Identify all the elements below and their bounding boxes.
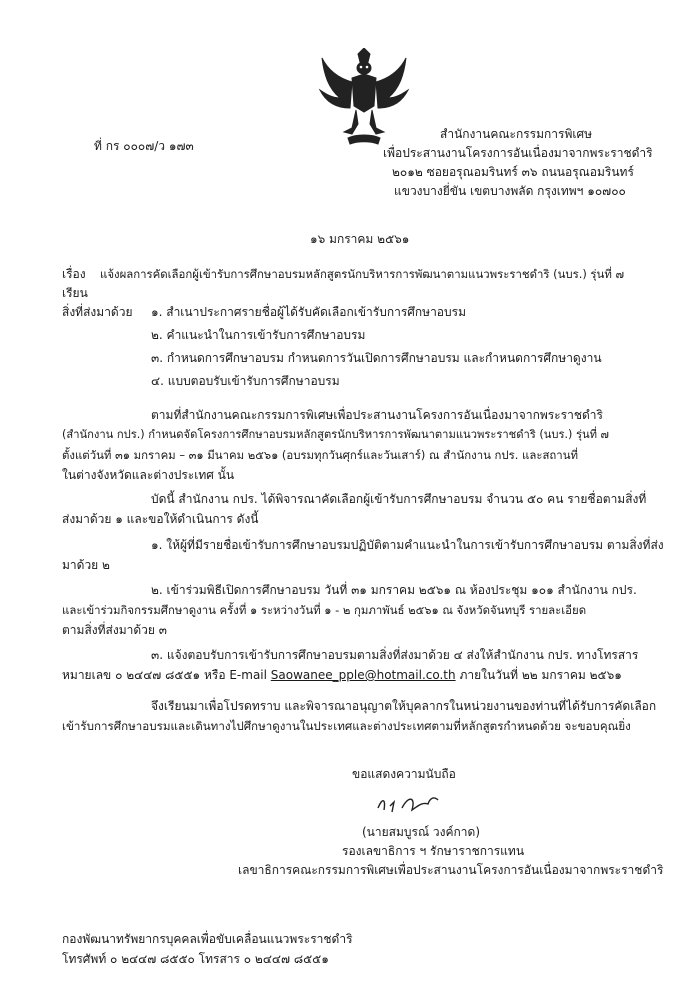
paragraph-line: ตามสิ่งที่ส่งมาด้วย ๓ bbox=[62, 623, 167, 637]
paragraph-line: ๓. แจ้งตอบรับการเข้ารับการศึกษาอบรมตามสิ่งที่ส่งมาด้วย ๔ ส่งให้สำนักงาน กปร. ทางโทรสาร bbox=[151, 648, 639, 662]
paragraph-line: (สำนักงาน กปร.) กำหนดจัดโครงการศึกษาอบรมหลักสูตรนักบริหารการพัฒนาตามแนวพระราชดำริ (นบร.) รุ่นที่ ๗ bbox=[62, 428, 609, 441]
paragraph-line: ตามที่สำนักงานคณะกรรมการพิเศษเพื่อประสานงานโครงการอันเนื่องมาจากพระราชดำริ bbox=[151, 408, 603, 422]
subject-text: แจ้งผลการคัดเลือกผู้เข้ารับการศึกษาอบรมหลักสูตรนักบริหารการพัฒนาตามแนวพระราชดำริ (นบร.) รุ่นที่ ๗ bbox=[100, 267, 625, 281]
email-link[interactable]: Saowanee_pple@hotmail.co.th bbox=[270, 668, 456, 682]
enclosure-item: ๔. แบบตอบรับเข้ารับการศึกษาอบรม bbox=[151, 374, 340, 388]
item3-prefix: หมายเลข ๐ ๒๔๔๗ ๘๕๕๑ หรือ E-mail bbox=[62, 668, 271, 682]
sender-line: สำนักงานคณะกรรมการพิเศษ bbox=[440, 127, 592, 141]
paragraph-line: ๒. เข้าร่วมพิธีเปิดการศึกษาอบรม วันที่ ๓๑ มกราคม ๒๕๖๑ ณ ห้องประชุม ๑๐๑ สำนักงาน กปร. bbox=[151, 583, 637, 597]
salutation: เรียน bbox=[62, 286, 88, 300]
signatory-title: รองเลขาธิการ ฯ รักษาราชการแทน bbox=[342, 844, 525, 858]
letter-date: ๑๖ มกราคม ๒๕๖๑ bbox=[310, 232, 410, 246]
sender-line: เพื่อประสานงานโครงการอันเนื่องมาจากพระราชดำริ bbox=[383, 146, 653, 160]
signatory-title: เลขาธิการคณะกรรมการพิเศษเพื่อประสานงานโครงการอันเนื่องมาจากพระราชดำริ bbox=[238, 863, 664, 877]
footer-department: กองพัฒนาทรัพยากรบุคคลเพื่อขับเคลื่อนแนวพระราชดำริ bbox=[62, 932, 353, 946]
paragraph-line bbox=[62, 667, 622, 683]
enclosure-item: ๒. คำแนะนำในการเข้ารับการศึกษาอบรม bbox=[151, 328, 366, 342]
garuda-emblem-icon bbox=[318, 48, 410, 152]
paragraph-line: จึงเรียนมาเพื่อโปรดทราบ และพิจารณาอนุญาตให้บุคลากรในหน่วยงานของท่านที่ได้รับการคัดเลือก bbox=[151, 699, 657, 713]
paragraph-line: ในต่างจังหวัดและต่างประเทศ นั้น bbox=[62, 468, 235, 482]
paragraph-line: ๑. ให้ผู้ที่มีรายชื่อเข้ารับการศึกษาอบรมปฏิบัติตามคำแนะนำในการเข้ารับการศึกษาอบรม ตามสิ่งที่ส่ง bbox=[151, 538, 664, 552]
item3-suffix: ภายในวันที่ ๒๒ มกราคม ๒๕๖๑ bbox=[455, 668, 622, 682]
paragraph-line: บัดนี้ สำนักงาน กปร. ได้พิจารณาคัดเลือกผู้เข้ารับการศึกษาอบรม จำนวน ๕๐ คน รายชื่อตามสิ่งที่ bbox=[151, 492, 647, 506]
signatory-name: (นายสมบูรณ์ วงค์กาด) bbox=[362, 825, 481, 839]
paragraph-line: มาด้วย ๒ bbox=[62, 558, 110, 572]
paragraph-line: และเข้าร่วมกิจกรรมศึกษาดูงาน ครั้งที่ ๑ ระหว่างวันที่ ๑ - ๒ กุมภาพันธ์ ๒๕๖๑ ณ จังหวัดจันทบุรี รายละเอียด bbox=[62, 603, 587, 617]
enclosure-item: ๓. กำหนดการศึกษาอบรม กำหนดการวันเปิดการศึกษาอบรม และกำหนดการศึกษาดูงาน bbox=[151, 351, 602, 365]
sign-off: ขอแสดงความนับถือ bbox=[352, 767, 456, 781]
sender-line: แขวงบางยี่ขัน เขตบางพลัด กรุงเทพฯ ๑๐๗๐๐ bbox=[394, 184, 626, 198]
enclosure-label: สิ่งที่ส่งมาด้วย bbox=[62, 305, 133, 319]
paragraph-line: เข้ารับการศึกษาอบรมและเดินทางไปศึกษาดูงานในประเทศและต่างประเทศตามที่หลักสูตรกำหนดด้วย จะขอบคุณยิ่ง bbox=[62, 719, 631, 733]
reference-number: ที่ กร ๐๐๐๗/ว ๑๗๓ bbox=[94, 139, 194, 153]
subject-label: เรื่อง bbox=[62, 267, 86, 281]
enclosure-item: ๑. สำเนาประกาศรายชื่อผู้ได้รับคัดเลือกเข้ารับการศึกษาอบรม bbox=[151, 305, 466, 319]
footer-contact: โทรศัพท์ ๐ ๒๔๔๗ ๘๕๕๐ โทรสาร ๐ ๒๔๔๗ ๘๕๕๑ bbox=[62, 952, 329, 966]
handwritten-signature bbox=[372, 788, 444, 818]
paragraph-line: ส่งมาด้วย ๑ และขอให้ดำเนินการ ดังนี้ bbox=[62, 512, 259, 526]
paragraph-line: ตั้งแต่วันที่ ๓๑ มกราคม – ๓๑ มีนาคม ๒๕๖๑ (อบรมทุกวันศุกร์และวันเสาร์) ณ สำนักงาน กปร. และสถานที่ bbox=[62, 448, 578, 462]
sender-line: ๒๐๑๒ ซอยอรุณอมรินทร์ ๓๖ ถนนอรุณอมรินทร์ bbox=[392, 165, 634, 179]
